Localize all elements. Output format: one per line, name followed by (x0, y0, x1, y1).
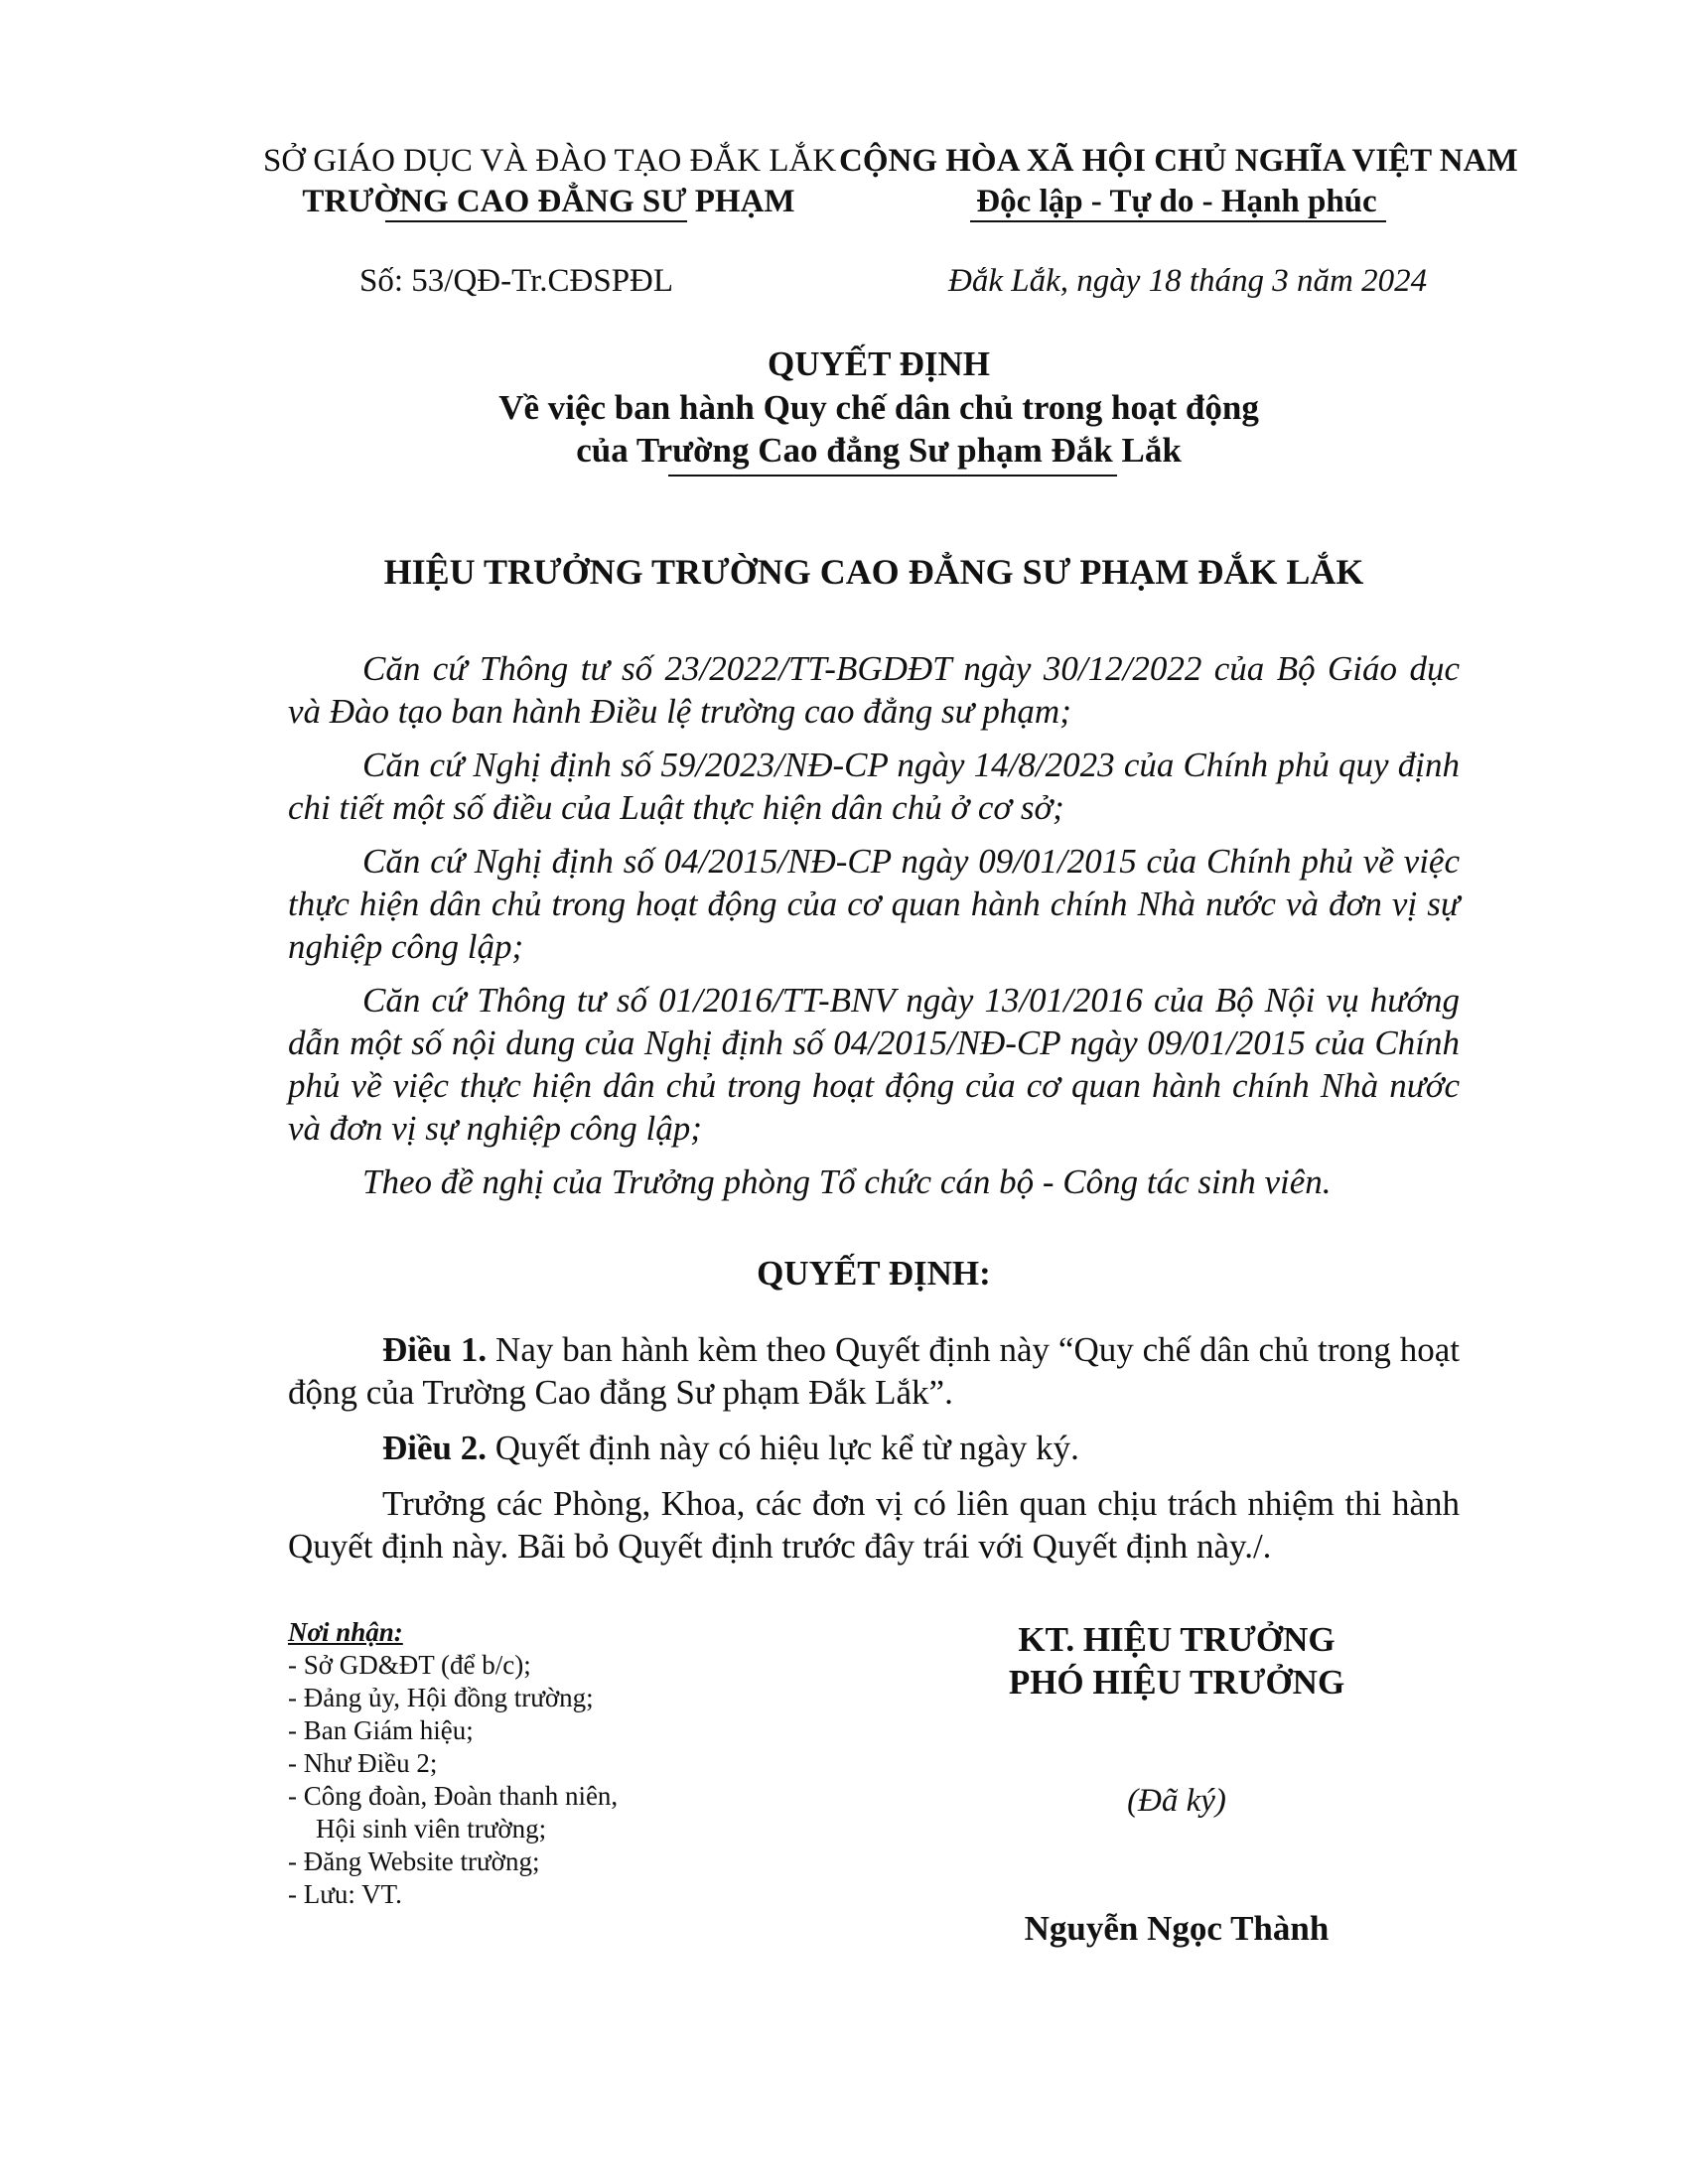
legal-basis-item: Căn cứ Thông tư số 01/2016/TT-BNV ngày 13/01/2016 của Bộ Nội vụ hướng dẫn một số nội dung của Nghị định số 04/2015/NĐ-CP ngày 09/01/2015 của Chính phủ về việc thực hiện dân chủ trong hoạt động của cơ quan hành chính Nhà nước và đơn vị sự nghiệp công lập; (288, 981, 1460, 1148)
school-underline (385, 220, 687, 222)
country-name: CỘNG HÒA XÃ HỘI CHỦ NGHĨA VIỆT NAM (839, 143, 1518, 179)
document-subject-line2: của Trường Cao đẳng Sư phạm Đắk Lắk (576, 431, 1182, 470)
national-header-block (839, 141, 1518, 222)
recipient-item: - Ban Giám hiệu; (288, 1715, 474, 1745)
recipient-item: - Công đoàn, Đoàn thanh niên, (288, 1781, 619, 1811)
recipient-item: - Sở GD&ĐT (để b/c); (288, 1650, 531, 1680)
execution-clause: Trưởng các Phòng, Khoa, các đơn vị có liên quan chịu trách nhiệm thi hành Quyết định này. Bãi bỏ Quyết định trước đây trái với Quyết định này./. (288, 1484, 1460, 1566)
article-text: Quyết định này có hiệu lực kể từ ngày ký. (487, 1429, 1079, 1467)
recipients-block (288, 1616, 844, 1911)
legal-basis-item: Căn cứ Thông tư số 23/2022/TT-BGDĐT ngày 30/12/2022 của Bộ Giáo dục và Đào tạo ban hành Điều lệ trường cao đẳng sư phạm; (288, 649, 1460, 731)
legal-basis-item: Căn cứ Nghị định số 59/2023/NĐ-CP ngày 14/8/2023 của Chính phủ quy định chi tiết một số điều của Luật thực hiện dân chủ ở cơ sở; (288, 746, 1460, 827)
article-text: Nay ban hành kèm theo Quyết định này “Quy chế dân chủ trong hoạt động của Trường Cao đẳng Sư phạm Đắk Lắk”. (288, 1330, 1461, 1412)
signature-block (953, 1618, 1400, 1949)
signer-name: Nguyễn Ngọc Thành (1024, 1909, 1330, 1948)
document-subject-line1: Về việc ban hành Quy chế dân chủ trong hoạt động (498, 388, 1259, 427)
school-name: TRƯỜNG CAO ĐẲNG SƯ PHẠM (302, 184, 795, 219)
national-motto: Độc lập - Tự do - Hạnh phúc (976, 184, 1377, 219)
signature-position: PHÓ HIỆU TRƯỞNG (1008, 1663, 1345, 1702)
article-label: Điều 1. (382, 1330, 488, 1369)
title-underline (668, 475, 1117, 477)
signed-note: (Đã ký) (1127, 1783, 1226, 1819)
issuing-authority: HIỆU TRƯỞNG TRƯỜNG CAO ĐẲNG SƯ PHẠM ĐẮK LẮK (383, 552, 1364, 592)
document-title-block (308, 342, 1450, 472)
legal-basis-item: Căn cứ Nghị định số 04/2015/NĐ-CP ngày 09/01/2015 của Chính phủ về việc thực hiện dân chủ trong hoạt động của cơ quan hành chính Nhà nước và đơn vị sự nghiệp công lập; (288, 842, 1460, 966)
issuing-agency-block (263, 141, 837, 222)
agency-name: SỞ GIÁO DỤC VÀ ĐÀO TẠO ĐẮK LẮK (263, 143, 837, 179)
recipient-item: - Đăng Website trường; (288, 1846, 540, 1876)
recipient-item: - Lưu: VT. (288, 1879, 402, 1909)
document-title: QUYẾT ĐỊNH (768, 344, 990, 383)
legal-basis-section (288, 647, 1460, 1214)
recipients-heading: Nơi nhận: (288, 1617, 403, 1647)
article-2 (288, 1427, 1460, 1469)
decision-heading: QUYẾT ĐỊNH: (757, 1254, 991, 1293)
signature-on-behalf: KT. HIỆU TRƯỞNG (1018, 1620, 1336, 1659)
articles-section (288, 1328, 1460, 1580)
legal-basis-item: Theo đề nghị của Trưởng phòng Tổ chức cán bộ - Công tác sinh viên. (362, 1162, 1332, 1201)
recipient-item: Hội sinh viên trường; (316, 1814, 547, 1843)
article-label: Điều 2. (382, 1429, 487, 1467)
document-number: Số: 53/QĐ-Tr.CĐSPĐL (359, 263, 674, 299)
recipient-item: - Đảng ủy, Hội đồng trường; (288, 1683, 594, 1712)
recipient-item: - Như Điều 2; (288, 1748, 438, 1778)
article-1 (288, 1328, 1460, 1414)
motto-underline (970, 220, 1386, 222)
place-date: Đắk Lắk, ngày 18 tháng 3 năm 2024 (948, 263, 1428, 299)
